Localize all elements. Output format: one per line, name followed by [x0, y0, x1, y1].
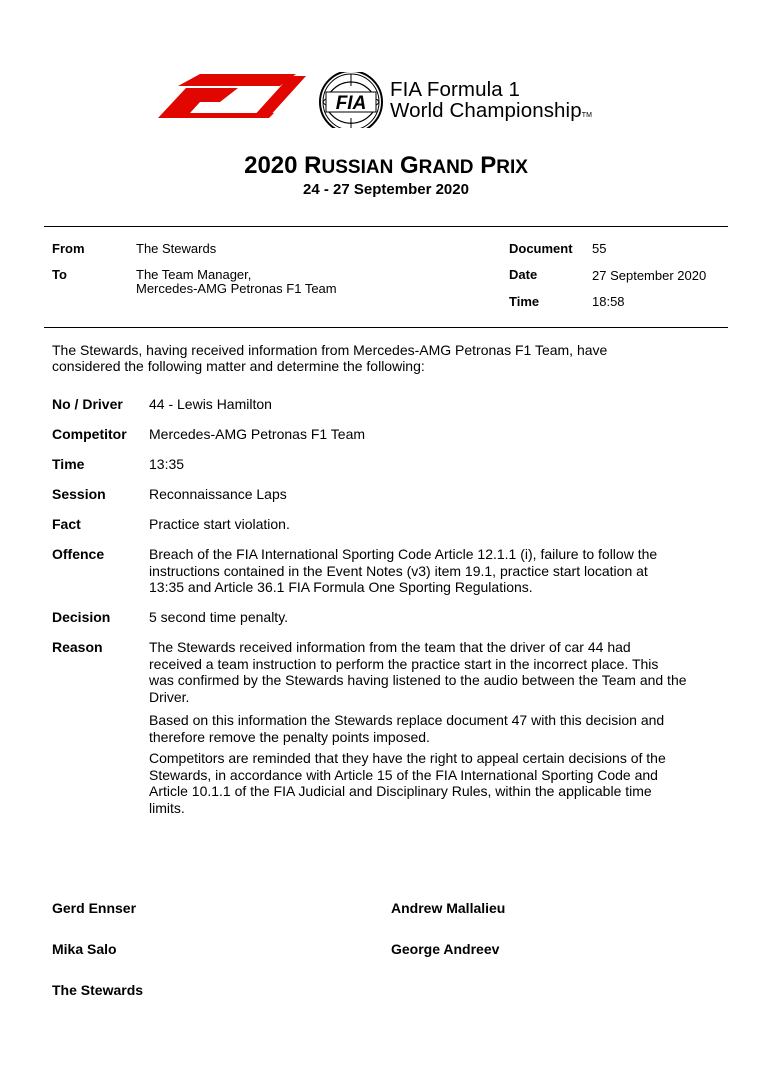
- reason-line: Competitors are reminded that they have the right to appeal certain decisions of the: [149, 750, 666, 766]
- title-word-2: [400, 152, 474, 179]
- competitor-label: Competitor: [52, 426, 127, 442]
- title-word-3-rest: RIX: [496, 157, 528, 178]
- offence-line: Breach of the FIA International Sporting Code Article 12.1.1 (i), failure to follow the: [149, 546, 658, 562]
- to-value-line-1: The Team Manager,: [136, 267, 252, 282]
- fact-label: Fact: [52, 516, 81, 532]
- to-value-line-2: Mercedes-AMG Petronas F1 Team: [136, 281, 337, 296]
- title-word-1-initial: R: [304, 152, 322, 179]
- session-label: Session: [52, 486, 106, 502]
- offence-line: 13:35 and Article 36.1 FIA Formula One Sporting Regulations.: [149, 579, 533, 595]
- header-rule-bottom: [44, 327, 728, 328]
- reason-line: limits.: [149, 799, 185, 816]
- logo-line-2: [390, 101, 592, 126]
- steward-name: Mika Salo: [52, 941, 117, 957]
- offence-line: instructions contained in the Event Notes (v3) item 19.1, practice start location at: [149, 562, 648, 579]
- fia-emblem-icon: [320, 72, 382, 128]
- reason-label: Reason: [52, 639, 103, 655]
- to-label: To: [52, 267, 67, 282]
- page-title: [0, 152, 772, 182]
- reason-line: was confirmed by the Stewards having listened to the audio between the Team and the: [149, 672, 687, 688]
- title-word-2-rest: RAND: [418, 157, 474, 178]
- document-value: 55: [592, 241, 607, 256]
- document-label: Document: [509, 241, 573, 256]
- session-value: Reconnaissance Laps: [149, 486, 287, 502]
- reason-line: Stewards, in accordance with Article 15 of the FIA International Sporting Code and: [149, 766, 658, 783]
- steward-name: George Andreev: [391, 941, 500, 957]
- offence-label: Offence: [52, 546, 105, 562]
- date-label: Date: [509, 267, 538, 282]
- from-value: The Stewards: [136, 241, 217, 256]
- incident-time-value: 13:35: [149, 456, 185, 472]
- reason-paragraph-1: [149, 639, 729, 705]
- header-rule-top: [44, 226, 728, 227]
- reason-line: Based on this information the Stewards replace document 47 with this decision and: [149, 712, 665, 728]
- reason-line: The Stewards received information from the team that the driver of car 44 had: [149, 639, 631, 655]
- steward-name: Gerd Ennser: [52, 900, 137, 916]
- signature-footer: The Stewards: [52, 982, 144, 998]
- reason-line: Article 10.1.1 of the FIA Judicial and Disciplinary Rules, within the applicable time: [149, 783, 652, 799]
- decision-value: 5 second time penalty.: [149, 609, 289, 625]
- intro-paragraph: [52, 343, 724, 374]
- title-word-3: [480, 152, 528, 179]
- reason-paragraph-3: [149, 750, 729, 816]
- steward-name: Andrew Mallalieu: [391, 900, 506, 916]
- driver-value: 44 - Lewis Hamilton: [149, 396, 272, 412]
- logo-line-1: FIA Formula 1: [390, 78, 521, 101]
- time-value: 18:58: [592, 294, 625, 309]
- time-label: Time: [509, 294, 540, 309]
- title-word-2-initial: G: [399, 152, 419, 179]
- title-word-3-initial: P: [480, 152, 497, 179]
- title-year: 2020: [244, 152, 298, 179]
- intro-line: The Stewards, having received information from Mercedes-AMG Petronas F1 Team, have: [52, 342, 608, 358]
- event-dates: 24 - 27 September 2020: [303, 181, 469, 198]
- fact-value: Practice start violation.: [149, 516, 290, 532]
- offence-value: [149, 546, 729, 596]
- incident-time-label: Time: [52, 456, 85, 472]
- reason-line: therefore remove the penalty points imposed.: [149, 728, 430, 745]
- title-word-1-rest: USSIAN: [321, 157, 394, 178]
- svg-text:FIA: FIA: [335, 93, 367, 114]
- title-word-1: [304, 152, 393, 179]
- from-label: From: [52, 241, 85, 256]
- competitor-value: Mercedes-AMG Petronas F1 Team: [149, 426, 366, 442]
- reason-line: Driver.: [149, 688, 190, 705]
- date-value: 27 September 2020: [592, 268, 707, 283]
- trademark-mark: TM: [581, 112, 593, 119]
- intro-line: considered the following matter and determine the following:: [52, 357, 425, 374]
- driver-label: No / Driver: [52, 396, 123, 412]
- reason-line: received a team instruction to perform the practice start in the incorrect place. This: [149, 655, 659, 672]
- logo-line-2-text: World Championship: [390, 99, 582, 122]
- decision-label: Decision: [52, 609, 111, 625]
- reason-paragraph-2: [149, 712, 729, 745]
